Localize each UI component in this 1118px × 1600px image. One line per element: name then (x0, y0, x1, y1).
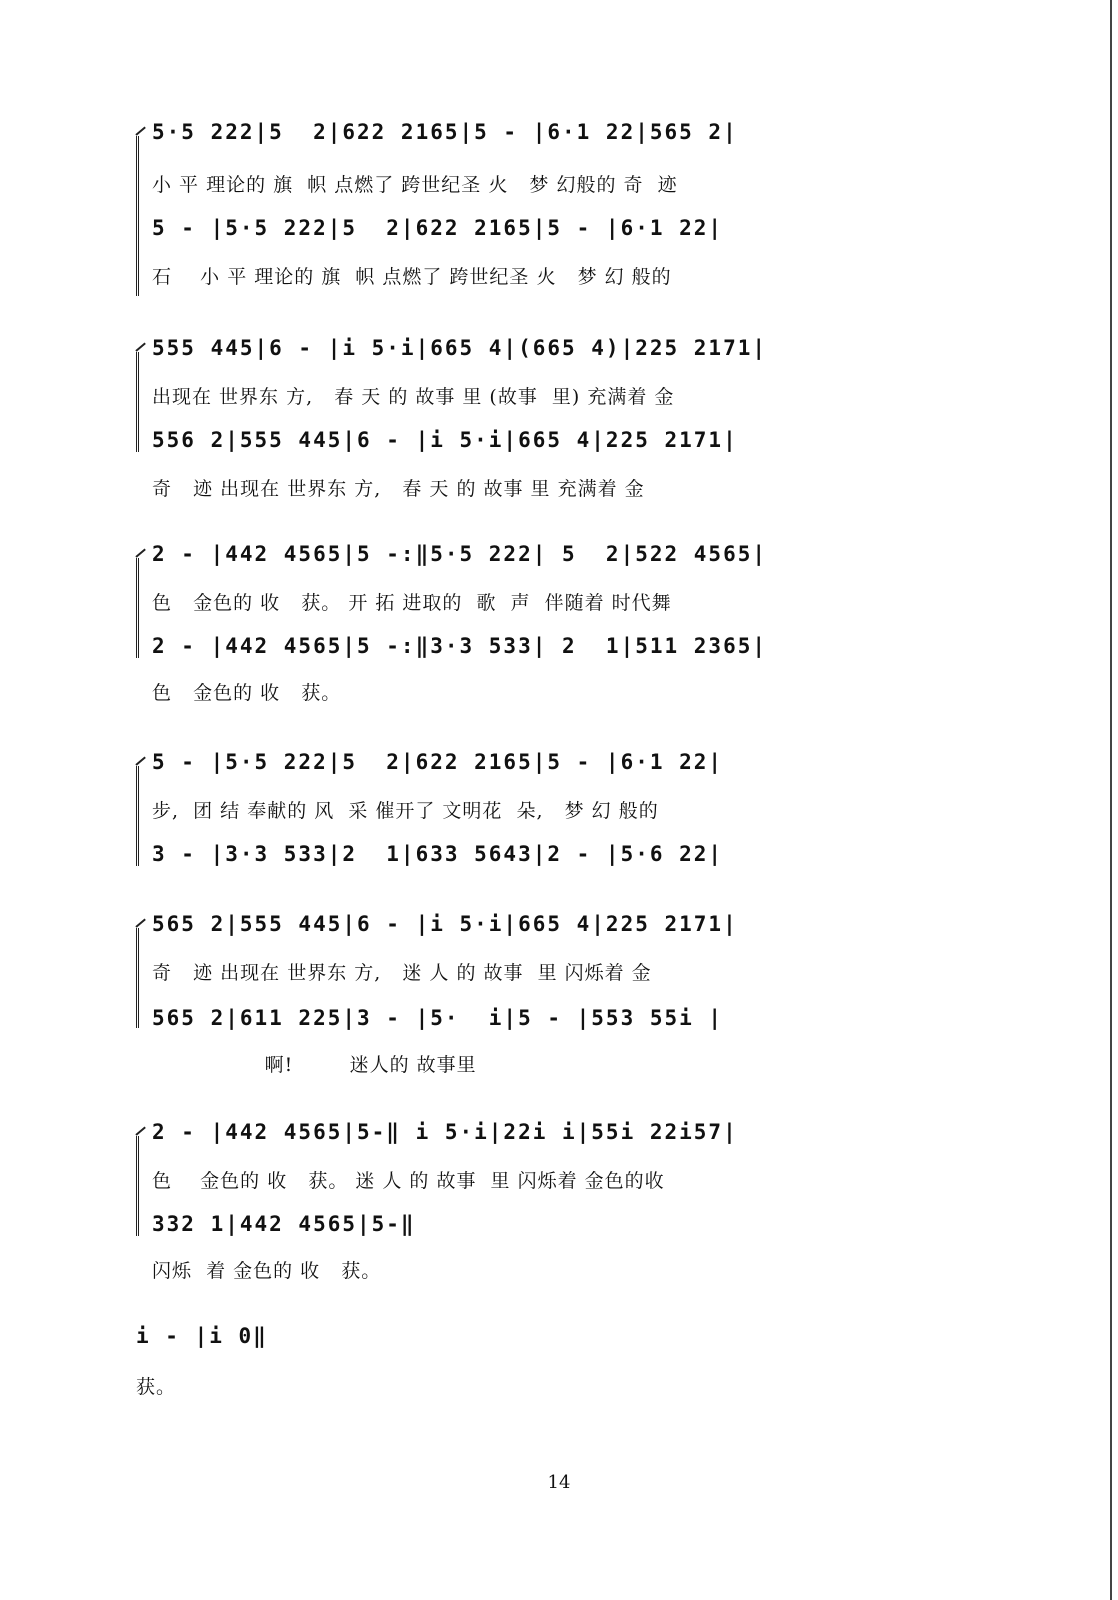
notation-line: 5 - |5·5 222|5 2|622 2165|5 - |6·1 22| (152, 216, 724, 240)
lyrics-line: 奇 迹 出现在 世界东 方, 迷 人 的 故事 里 闪烁着 金 (152, 962, 652, 984)
system-brace (136, 352, 144, 452)
brace-tick (135, 757, 145, 766)
lyrics-line: 小 平 理论的 旗 帜 点燃了 跨世纪圣 火 梦 幻般的 奇 迹 (152, 174, 678, 196)
notation-line: 332 1|442 4565|5-‖ (152, 1212, 416, 1236)
system-brace (136, 766, 144, 866)
system-brace (136, 928, 144, 1028)
lyrics-line: 石 小 平 理论的 旗 帜 点燃了 跨世纪圣 火 梦 幻 般的 (152, 266, 672, 288)
score-system-4 (136, 750, 936, 880)
notation-line: 565 2|555 445|6 - |i 5·i|665 4|225 2171| (152, 912, 738, 936)
brace-tick (135, 343, 145, 352)
lyrics-line: 色 金色的 收 获。 开 拓 进取的 歌 声 伴随着 时代舞 (152, 592, 672, 614)
lyrics-line: 色 金色的 收 获。 (152, 682, 342, 704)
lyrics-line: 闪烁 着 金色的 收 获。 (152, 1260, 382, 1282)
brace-tick (135, 127, 145, 136)
score-system-2 (136, 336, 936, 521)
brace-tick (135, 919, 145, 928)
system-brace (136, 558, 144, 658)
score-coda (136, 1324, 936, 1404)
notation-line: 5 - |5·5 222|5 2|622 2165|5 - |6·1 22| (152, 750, 724, 774)
notation-line: 556 2|555 445|6 - |i 5·i|665 4|225 2171| (152, 428, 738, 452)
brace-tick (135, 1127, 145, 1136)
notation-line: 565 2|611 225|3 - |5· i|5 - |553 55i | (152, 1006, 724, 1030)
notation-line: 3 - |3·3 533|2 1|633 5643|2 - |5·6 22| (152, 842, 724, 866)
lyrics-line: 啊! 迷人的 故事里 (152, 1054, 477, 1076)
notation-line: 2 - |442 4565|5 -:‖3·3 533| 2 1|511 2365| (152, 634, 768, 658)
score-system-5 (136, 912, 936, 1082)
notation-line: 5·5 222|5 2|622 2165|5 - |6·1 22|565 2| (152, 120, 738, 144)
score-system-1 (136, 120, 936, 305)
score-system-6 (136, 1120, 936, 1290)
coda-lyrics: 获。 (136, 1376, 177, 1398)
system-brace (136, 136, 144, 296)
page-edge-line (1110, 0, 1112, 1600)
score-system-3 (136, 542, 936, 712)
lyrics-line: 出现在 世界东 方, 春 天 的 故事 里 (故事 里) 充满着 金 (152, 386, 675, 408)
notation-line: 555 445|6 - |i 5·i|665 4|(665 4)|225 2171| (152, 336, 768, 360)
notation-line: 2 - |442 4565|5 -:‖5·5 222| 5 2|522 4565| (152, 542, 768, 566)
lyrics-line: 步, 团 结 奉献的 风 采 催开了 文明花 朵, 梦 幻 般的 (152, 800, 659, 822)
page-number: 14 (547, 1472, 571, 1493)
notation-line: 2 - |442 4565|5-‖ i 5·i|22i i|55i 22i57| (152, 1120, 738, 1144)
coda-notation: i - |i 0‖ (136, 1324, 268, 1348)
lyrics-line: 奇 迹 出现在 世界东 方, 春 天 的 故事 里 充满着 金 (152, 478, 645, 500)
system-brace (136, 1136, 144, 1236)
brace-tick (135, 549, 145, 558)
lyrics-line: 色 金色的 收 获。 迷 人 的 故事 里 闪烁着 金色的收 (152, 1170, 665, 1192)
